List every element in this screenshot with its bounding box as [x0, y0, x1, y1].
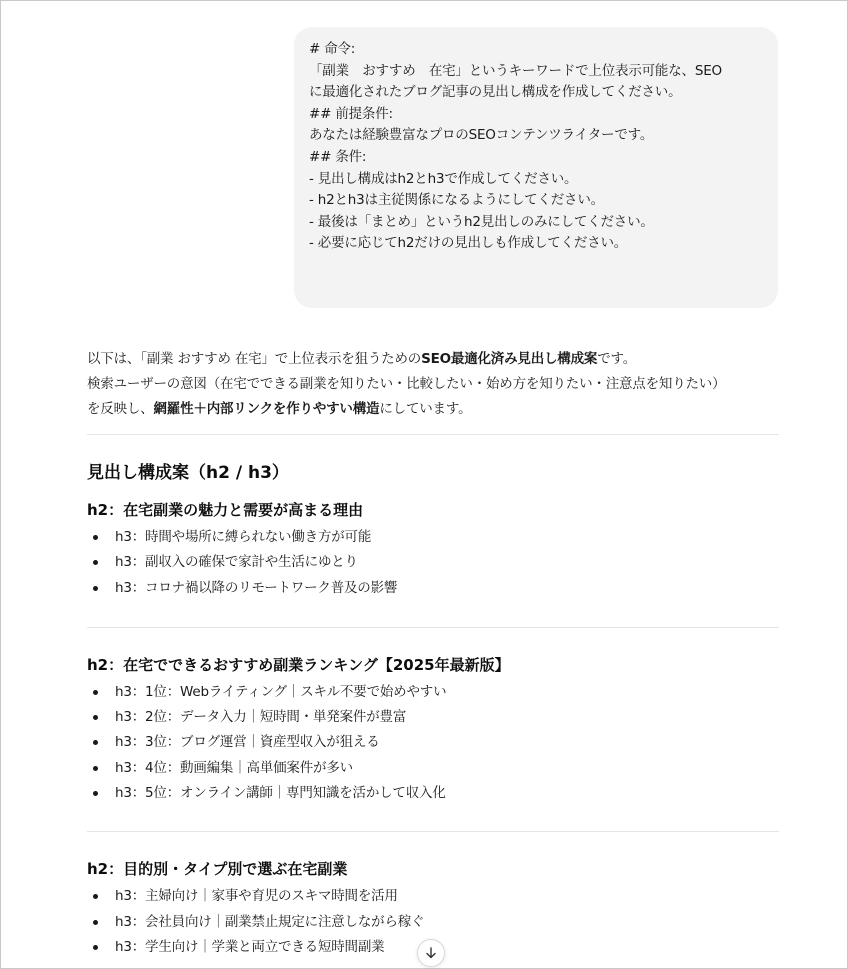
intro-paragraph: 検索ユーザーの意図（在宅でできる副業を知りたい・比較したい・始め方を知りたい・注意点を知りたい）	[87, 376, 726, 392]
intro-bold: 網羅性＋内部リンクを作りやすい構造	[153, 401, 380, 417]
outline-h3-item: h3：副収入の確保で家計や生活にゆとり	[87, 550, 779, 575]
user-message-line: あなたは経験豊富なプロのSEOコンテンツライターです。	[309, 127, 654, 144]
outline-h3-item: h3：2位：データ入力｜短時間・単発案件が豊富	[87, 705, 779, 730]
user-message-line: に最適化されたブログ記事の見出し構成を作成してください。	[309, 84, 682, 101]
intro-text: です。	[597, 351, 637, 367]
outline-h3-item: h3：時間や場所に縛られない働き方が可能	[87, 525, 779, 550]
outline-h3-item: h3：5位：オンライン講師｜専門知識を活かして収入化	[87, 781, 779, 806]
user-message-line: ## 前提条件:	[309, 105, 393, 122]
user-message-bubble	[294, 27, 778, 308]
divider	[87, 831, 779, 832]
section-title: 見出し構成案（h2 / h3）	[87, 463, 289, 483]
intro-text: にしています。	[379, 401, 472, 417]
user-message-line: - h2とh3は主従関係になるようにしてください。	[309, 192, 604, 209]
assistant-intro	[87, 347, 779, 422]
intro-bold: SEO最適化済み見出し構成案	[421, 351, 598, 367]
divider	[87, 627, 779, 628]
outline-h3-item: h3：3位：ブログ運営｜資産型収入が狙える	[87, 730, 779, 755]
outline-h2: h2：在宅副業の魅力と需要が高まる理由	[87, 501, 364, 519]
outline-h3-item: h3：学生向け｜学業と両立できる短時間副業	[87, 935, 779, 960]
intro-text: 以下は、「副業 おすすめ 在宅」で上位表示を狙うための	[87, 351, 422, 367]
user-message-line: 「副業 おすすめ 在宅」というキーワードで上位表示可能な、SEO	[309, 62, 722, 79]
outline-h3-item: h3：主婦向け｜家事や育児のスキマ時間を活用	[87, 884, 779, 909]
assistant-message	[87, 347, 779, 960]
intro-text: を反映し、	[87, 401, 154, 417]
user-message-line: - 見出し構成はh2とh3で作成してください。	[309, 170, 578, 187]
intro-paragraph	[87, 347, 779, 372]
outline-h3-item: h3：コロナ禍以降のリモートワーク普及の影響	[87, 576, 779, 601]
user-message-line: ## 条件:	[309, 148, 367, 165]
outline-h3-item: h3：4位：動画編集｜高単価案件が多い	[87, 756, 779, 781]
outline-h3-list	[87, 525, 779, 601]
outline-h2: h2：在宅でできるおすすめ副業ランキング【2025年最新版】	[87, 655, 510, 674]
outline-h3-list	[87, 680, 779, 806]
divider	[87, 434, 779, 435]
arrow-down-icon	[424, 946, 438, 960]
outline-h3-item: h3：1位：Webライティング｜スキル不要で始めやすい	[87, 680, 779, 705]
outline-h3-item: h3：会社員向け｜副業禁止規定に注意しながら稼ぐ	[87, 910, 779, 935]
user-message-line: - 最後は「まとめ」というh2見出しのみにしてください。	[309, 213, 654, 230]
intro-paragraph	[87, 397, 779, 422]
user-message-line: # 命令:	[309, 41, 356, 57]
outline-h2: h2：目的別・タイプ別で選ぶ在宅副業	[87, 860, 348, 879]
user-message-line: - 必要に応じてh2だけの見出しも作成してください。	[309, 235, 628, 252]
scroll-to-bottom-button[interactable]	[417, 939, 445, 967]
